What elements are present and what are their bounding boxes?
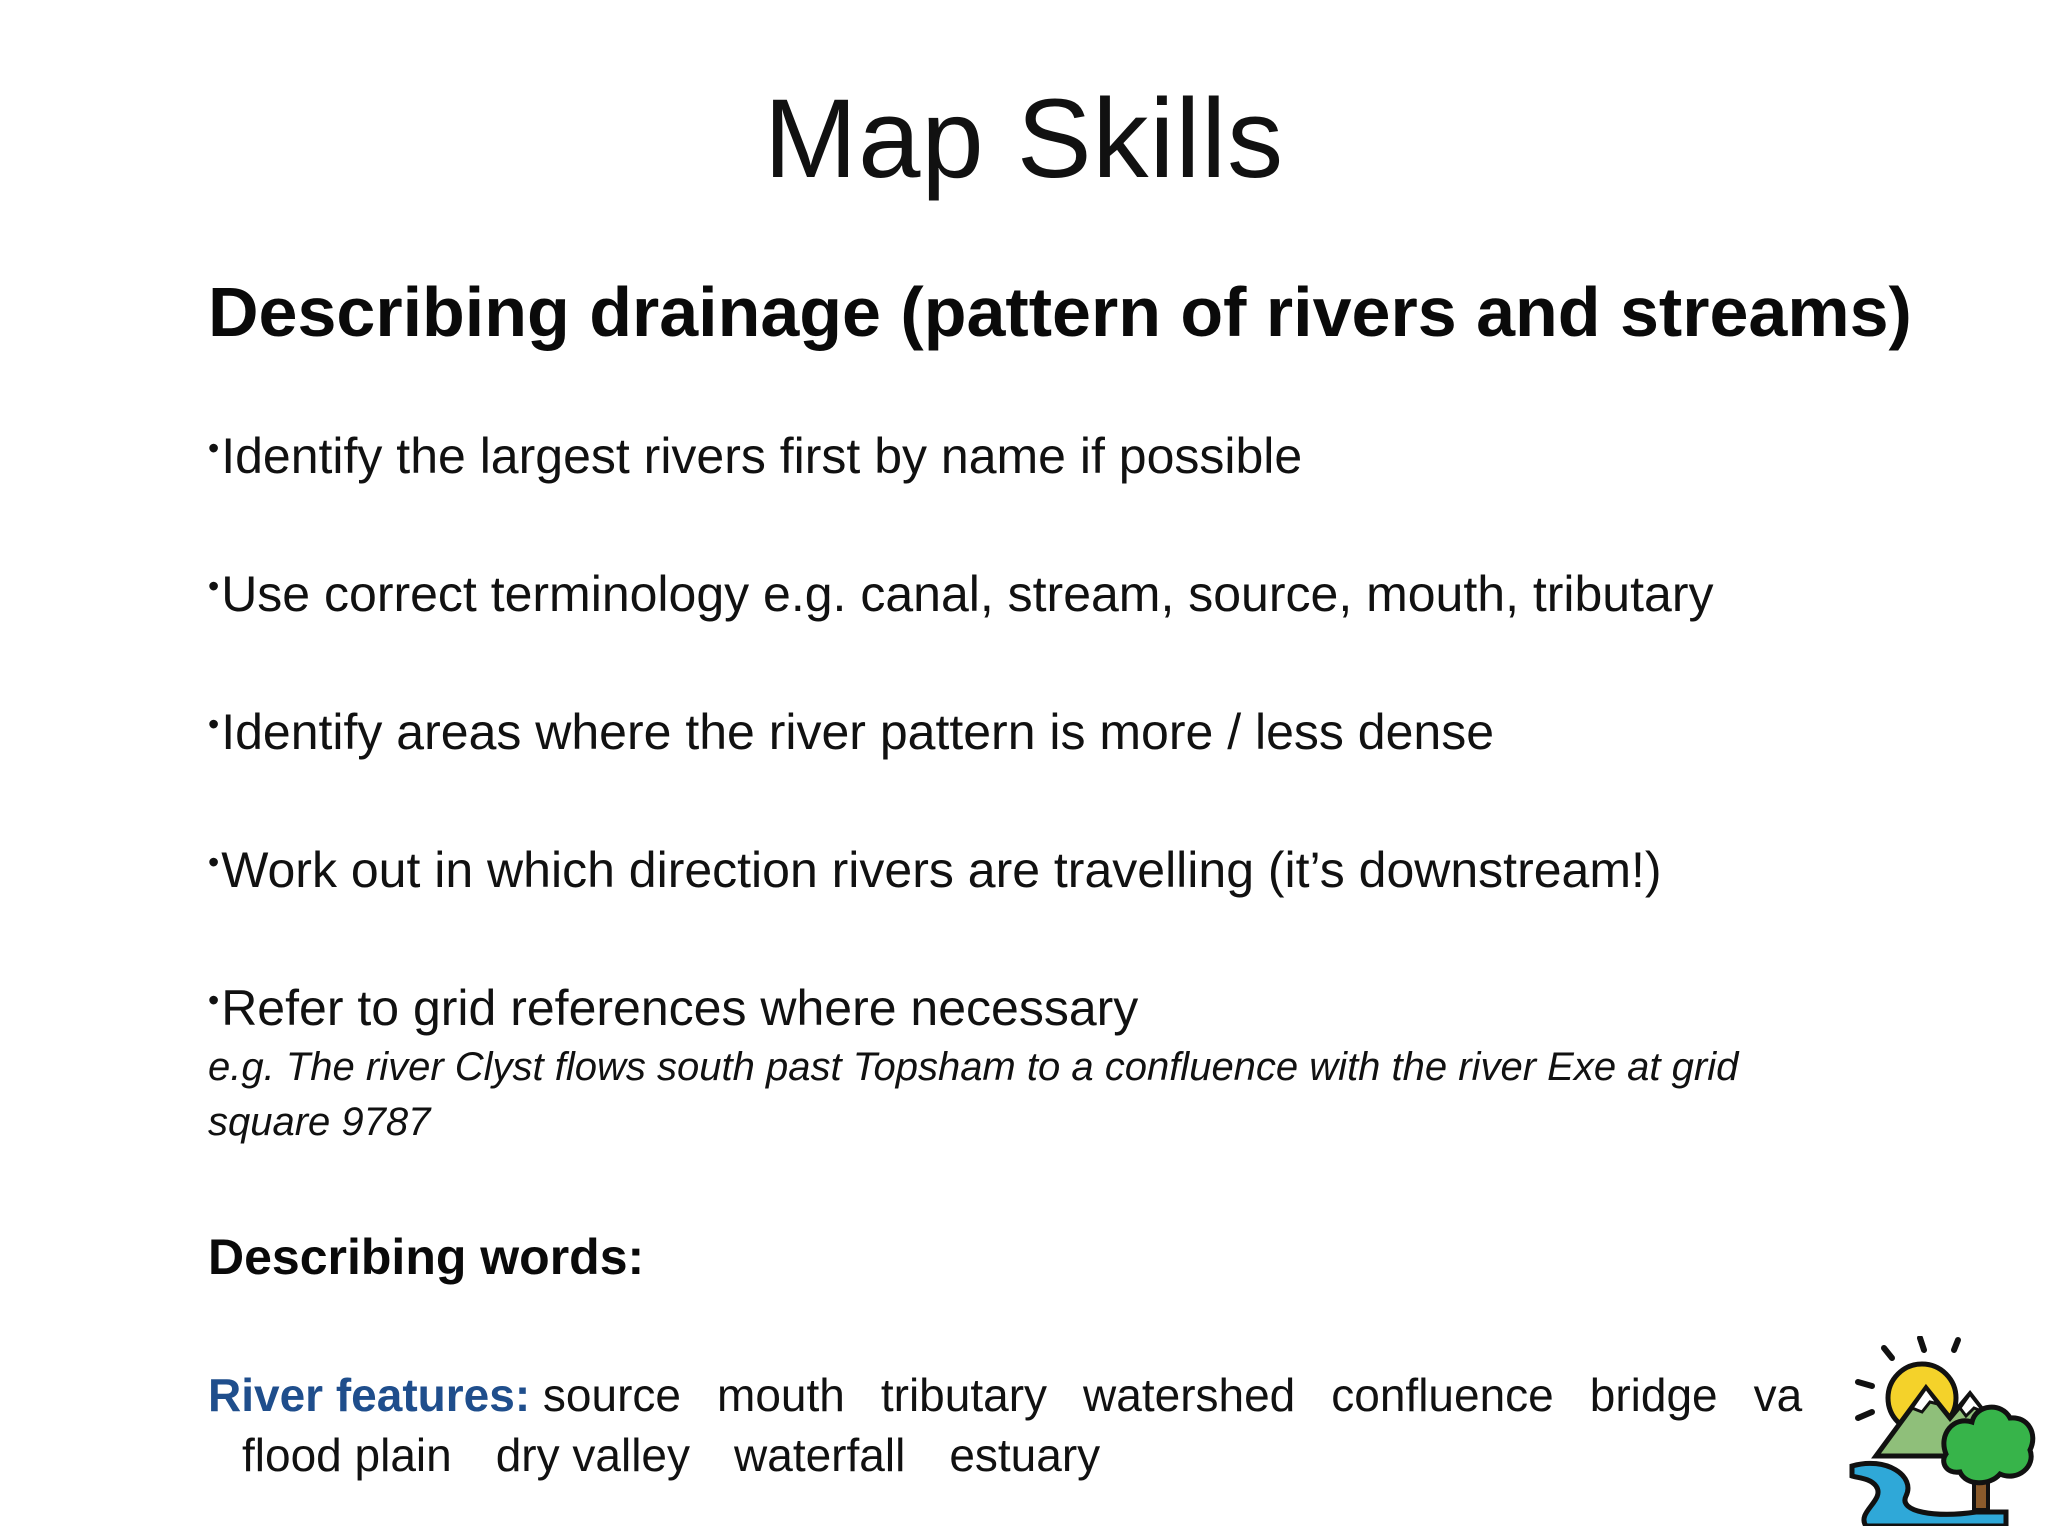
bullet-marker: • xyxy=(208,568,220,604)
example-text: e.g. The river Clyst flows south past Topsham to a confluence with the river Exe at grid square 9787 xyxy=(208,1045,1739,1145)
feature-term: watershed xyxy=(1083,1369,1296,1421)
bullet-marker: • xyxy=(208,844,220,880)
bullet-item xyxy=(208,564,1713,624)
bullet-text: Identify areas where the river pattern is more / less dense xyxy=(221,704,1495,760)
bullet-marker: • xyxy=(208,430,220,466)
feature-term: estuary xyxy=(949,1429,1101,1481)
bullet-text: Use correct terminology e.g. canal, stream, source, mouth, tributary xyxy=(221,566,1714,622)
bullet-item xyxy=(208,840,1662,900)
river-features-label: River features: xyxy=(208,1369,531,1421)
feature-term: confluence xyxy=(1331,1369,1554,1421)
slide-subtitle: Describing drainage (pattern of rivers and streams) xyxy=(208,273,1912,351)
river-features-line-2 xyxy=(242,1424,1144,1486)
feature-term: dry valley xyxy=(495,1429,691,1481)
feature-term: waterfall xyxy=(734,1429,906,1481)
feature-term: mouth xyxy=(717,1369,845,1421)
describing-words-heading: Describing words: xyxy=(208,1229,645,1285)
bullet-text: Work out in which direction rivers are travelling (it’s downstream!) xyxy=(221,842,1662,898)
feature-term: tributary xyxy=(880,1369,1048,1421)
bullet-text: Refer to grid references where necessary xyxy=(221,980,1139,1036)
feature-term: va xyxy=(1753,1369,1803,1421)
feature-term: flood plain xyxy=(242,1429,452,1481)
feature-term: source xyxy=(542,1369,681,1421)
bullet-item xyxy=(208,426,1302,486)
bullet-item xyxy=(208,702,1494,762)
bullet-marker: • xyxy=(208,706,220,742)
river-landscape-icon xyxy=(1846,1336,2036,1526)
slide-title: Map Skills xyxy=(763,76,1285,201)
bullet-marker: • xyxy=(208,982,220,1018)
feature-term: bridge xyxy=(1589,1369,1718,1421)
bullet-text: Identify the largest rivers first by name if possible xyxy=(221,428,1303,484)
river-features-line xyxy=(208,1364,1848,1426)
bullet-item xyxy=(208,978,1138,1038)
